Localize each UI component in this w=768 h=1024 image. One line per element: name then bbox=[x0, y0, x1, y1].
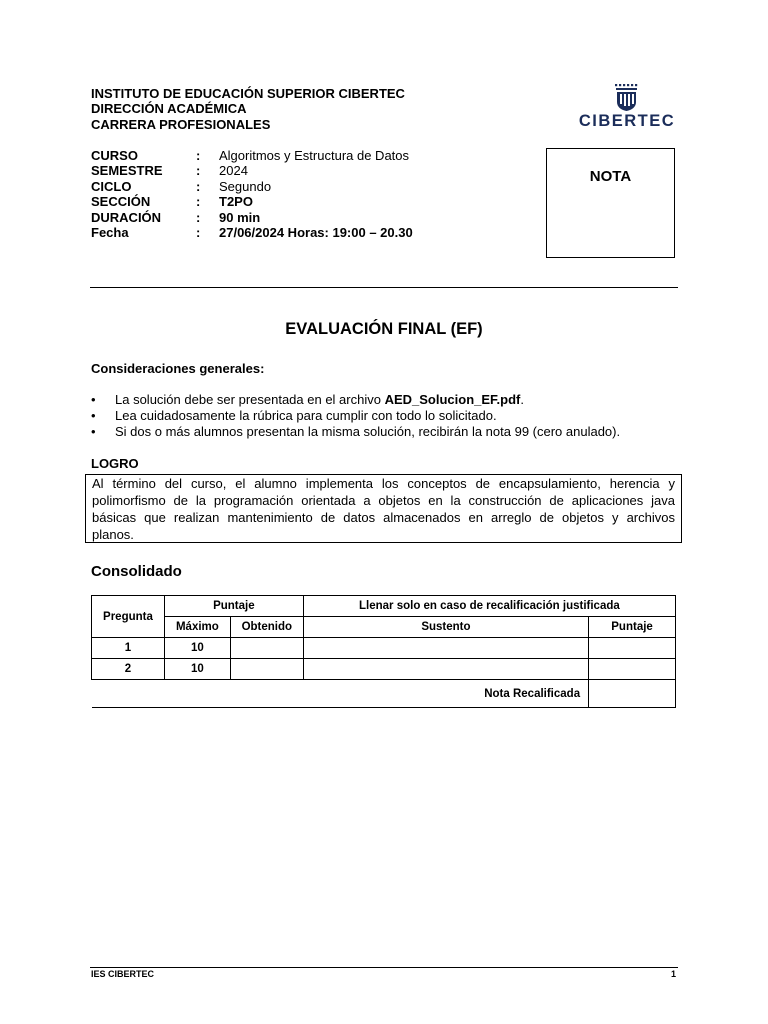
cell-maximo: 10 bbox=[164, 659, 230, 680]
direction-name: DIRECCIÓN ACADÉMICA bbox=[91, 101, 247, 116]
header-puntaje-recal: Puntaje bbox=[589, 617, 676, 638]
table-row bbox=[92, 659, 676, 680]
cell-pregunta: 2 bbox=[92, 659, 165, 680]
bullet-icon: • bbox=[91, 424, 96, 439]
cell-pregunta: 1 bbox=[92, 638, 165, 659]
cell-maximo: 10 bbox=[164, 638, 230, 659]
info-colon: : bbox=[196, 148, 201, 163]
info-value: Algoritmos y Estructura de Datos bbox=[219, 148, 410, 163]
header-recalificacion: Llenar solo en caso de recalificación justificada bbox=[303, 596, 675, 617]
table-subheader-row bbox=[92, 617, 676, 638]
footer-divider bbox=[90, 967, 678, 968]
shield-crest-icon bbox=[577, 84, 677, 114]
info-label: Fecha bbox=[91, 224, 129, 240]
list-item-text: Lea cuidadosamente la rúbrica para cumplir con todo lo solicitado. bbox=[115, 408, 497, 423]
consolidado-heading: Consolidado bbox=[91, 563, 182, 580]
cell-obtenido bbox=[230, 638, 303, 659]
nota-recalificada-row bbox=[92, 680, 676, 708]
header-divider bbox=[90, 287, 678, 288]
logro-line: polimorfismo de la programación orientada a objetos en la construcción de aplicaciones java bbox=[92, 493, 675, 508]
logro-line: básicas que realizan mantenimiento de datos almacenados en arreglo de objetos y archivos bbox=[92, 510, 675, 525]
cell-sustento bbox=[303, 638, 588, 659]
table-row bbox=[92, 638, 676, 659]
filename-text: AED_Solucion_EF.pdf bbox=[384, 392, 521, 407]
list-item-text-pre: La solución debe ser presentada en el archivo bbox=[115, 392, 385, 407]
list-item-text-post: . bbox=[520, 392, 524, 407]
considerations-heading: Consideraciones generales: bbox=[91, 361, 265, 376]
info-colon: : bbox=[196, 224, 201, 240]
header-obtenido: Obtenido bbox=[230, 617, 303, 638]
cibertec-logo bbox=[577, 84, 677, 130]
info-label: SEMESTRE bbox=[91, 163, 163, 179]
logo-wordmark: CIBERTEC bbox=[578, 112, 676, 130]
bullet-icon: • bbox=[91, 408, 96, 423]
info-colon: : bbox=[196, 209, 201, 225]
logro-box bbox=[85, 474, 682, 543]
header-puntaje: Puntaje bbox=[164, 596, 303, 617]
list-item-text bbox=[115, 392, 524, 408]
info-label: CICLO bbox=[91, 178, 132, 194]
cell-puntaje bbox=[589, 659, 676, 680]
nota-recalificada-value bbox=[589, 680, 676, 708]
info-label: CURSO bbox=[91, 148, 138, 163]
logro-line: planos. bbox=[92, 527, 134, 542]
list-item-text: Si dos o más alumnos presentan la misma solución, recibirán la nota 99 (cero anulado). bbox=[115, 424, 621, 439]
info-value: 90 min bbox=[219, 209, 261, 225]
nota-recalificada-label: Nota Recalificada bbox=[92, 680, 589, 708]
info-colon: : bbox=[196, 178, 201, 194]
career-name: CARRERA PROFESIONALES bbox=[91, 117, 271, 132]
cell-obtenido bbox=[230, 659, 303, 680]
bullet-icon: • bbox=[91, 392, 96, 407]
info-colon: : bbox=[196, 194, 201, 210]
nota-label: NOTA bbox=[589, 168, 632, 185]
header-maximo: Máximo bbox=[164, 617, 230, 638]
info-label: SECCIÓN bbox=[91, 194, 151, 210]
consolidado-table bbox=[91, 595, 676, 708]
info-value: Segundo bbox=[219, 178, 272, 194]
cell-puntaje bbox=[589, 638, 676, 659]
page-title: EVALUACIÓN FINAL (EF) bbox=[285, 320, 483, 338]
info-value: T2PO bbox=[219, 194, 253, 210]
info-label: DURACIÓN bbox=[91, 209, 162, 225]
header-pregunta: Pregunta bbox=[92, 596, 165, 638]
page-number: 1 bbox=[670, 969, 676, 979]
cell-sustento bbox=[303, 659, 588, 680]
institute-name: INSTITUTO DE EDUCACIÓN SUPERIOR CIBERTEC bbox=[91, 86, 405, 101]
logro-line: Al término del curso, el alumno implementa los conceptos de encapsulamiento, herencia y bbox=[92, 476, 675, 491]
table-header-row bbox=[92, 596, 676, 617]
logro-heading: LOGRO bbox=[91, 456, 139, 471]
info-colon: : bbox=[196, 163, 201, 179]
info-value: 2024 bbox=[219, 163, 248, 179]
nota-box bbox=[546, 148, 675, 258]
footer-institution: IES CIBERTEC bbox=[91, 969, 155, 979]
header-sustento: Sustento bbox=[303, 617, 588, 638]
info-value: 27/06/2024 Horas: 19:00 – 20.30 bbox=[219, 224, 413, 240]
